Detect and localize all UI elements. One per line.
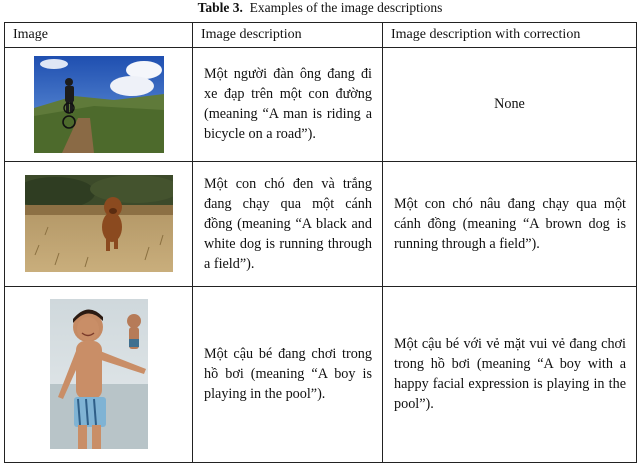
corrected-text: None [383,47,637,161]
corrected-text: Một con chó nâu đang chạy qua một cánh đồng (meaning “A brown dog is running through a field”). [383,161,637,286]
boy-photo [50,299,148,449]
description-text: Một con chó đen và trắng đang chạy qua một cánh đồng (meaning “A black and white dog is running through a field”). [193,161,383,286]
header-corrected: Image description with correction [383,23,637,48]
description-text: Một người đàn ông đang đi xe đạp trên một con đường (meaning “A man is riding a bicycle on a road”). [193,47,383,161]
image-cell [5,47,193,161]
table-row [5,161,637,286]
descriptions-table [4,22,637,463]
table-row [5,286,637,462]
image-cell [5,286,193,462]
table-title: Examples of the image descriptions [249,0,443,15]
header-image: Image [5,23,193,48]
table-caption [0,0,640,17]
header-row [5,23,637,48]
header-description: Image description [193,23,383,48]
corrected-text: Một cậu bé với vẻ mặt vui vẻ đang chơi trong hồ bơi (meaning “A boy with a happy facial expression is playing in the pool”). [383,286,637,462]
dog-photo [25,175,173,272]
table-row [5,47,637,161]
image-cell [5,161,193,286]
bicycle-photo [34,56,164,153]
table-label: Table 3. [197,0,243,15]
description-text: Một cậu bé đang chơi trong hồ bơi (meaning “A boy is playing in the pool”). [193,286,383,462]
